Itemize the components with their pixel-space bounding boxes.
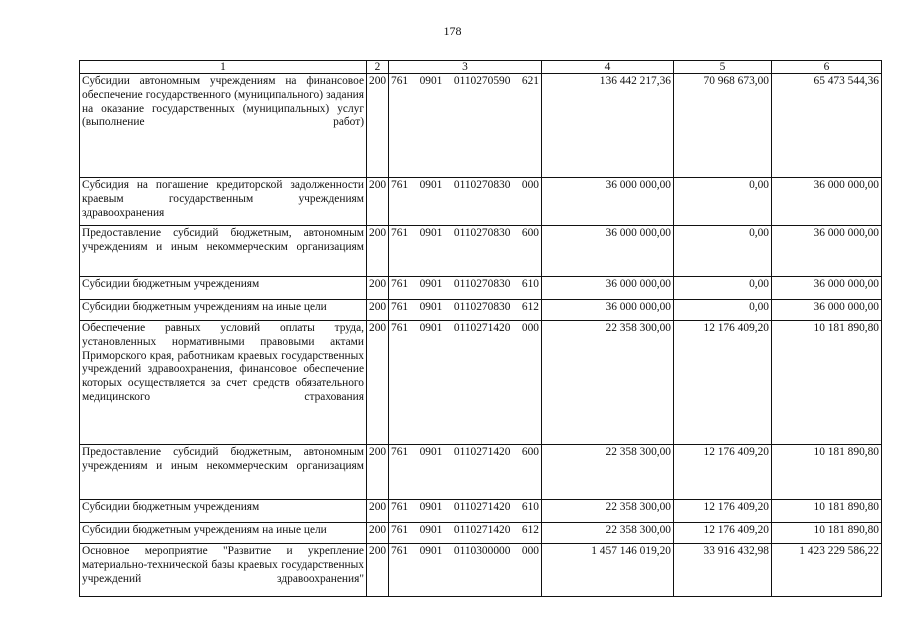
budget-table [79,60,882,597]
row-value-col6: 10 181 890,80 [772,500,882,523]
table-row [80,178,882,226]
classification-text: 761 0901 0110270590 621 [391,75,539,87]
classification-text: 761 0901 0110270830 600 [391,227,539,239]
header-cell: 2 [367,61,389,74]
header-cell: 4 [542,61,674,74]
row-name: Субсидии бюджетным учреждениям на иные цели [80,523,367,544]
row-value-col6: 36 000 000,00 [772,277,882,300]
row-value-col5: 12 176 409,20 [674,445,772,500]
row-value-col5: 12 176 409,20 [674,321,772,445]
row-value-col6: 65 473 544,36 [772,74,882,178]
row-value-col5: 0,00 [674,277,772,300]
header-row [80,61,882,74]
row-name: Субсидии автономным учреждениям на финансовое обеспечение государственного (муниципального) задания на оказание государственных (муниципальных) услуг (выполнение работ) [80,74,367,178]
header-cell: 6 [772,61,882,74]
row-code: 200 [367,445,389,500]
row-value-col4: 22 358 300,00 [542,445,674,500]
row-code: 200 [367,321,389,445]
row-code: 200 [367,178,389,226]
row-value-col5: 0,00 [674,178,772,226]
row-value-col6: 36 000 000,00 [772,178,882,226]
table-row [80,544,882,597]
row-name: Субсидии бюджетным учреждениям на иные цели [80,300,367,321]
row-code: 200 [367,544,389,597]
row-value-col6: 10 181 890,80 [772,445,882,500]
row-code: 200 [367,523,389,544]
row-value-col5: 0,00 [674,226,772,277]
row-value-col6: 10 181 890,80 [772,321,882,445]
page-number: 178 [443,24,462,38]
classification-text: 761 0901 0110271420 610 [391,501,539,513]
row-classification [389,300,542,321]
classification-text: 761 0901 0110271420 600 [391,446,539,458]
row-classification [389,321,542,445]
row-value-col5: 12 176 409,20 [674,500,772,523]
row-value-col4: 36 000 000,00 [542,226,674,277]
table-row [80,226,882,277]
row-name: Субсидия на погашение кредиторской задолженности краевым государственным учреждениям здравоохранения [80,178,367,226]
row-value-col5: 0,00 [674,300,772,321]
row-classification [389,277,542,300]
classification-text: 761 0901 0110271420 612 [391,524,539,536]
table-row [80,277,882,300]
classification-text: 761 0901 0110271420 000 [391,322,539,334]
header-cell: 3 [389,61,542,74]
row-value-col4: 22 358 300,00 [542,321,674,445]
row-value-col6: 36 000 000,00 [772,300,882,321]
row-value-col6: 1 423 229 586,22 [772,544,882,597]
row-code: 200 [367,74,389,178]
classification-text: 761 0901 0110300000 000 [391,545,539,557]
table-row [80,445,882,500]
row-name: Предоставление субсидий бюджетным, автономным учреждениям и иным некоммерческим организациям [80,226,367,277]
row-value-col4: 136 442 217,36 [542,74,674,178]
row-name: Обеспечение равных условий оплаты труда, установленных нормативными правовыми актами Приморского края, работникам краевых государственных учреждений здравоохранения, финансовое обеспечение которых осуществляется за счет средств обязательного медицинского страхования [80,321,367,445]
row-value-col6: 36 000 000,00 [772,226,882,277]
row-classification [389,226,542,277]
row-name: Субсидии бюджетным учреждениям [80,277,367,300]
row-classification [389,500,542,523]
table-row [80,321,882,445]
row-name: Основное мероприятие "Развитие и укрепление материально-технической базы краевых государственных учреждений здравоохранения" [80,544,367,597]
row-value-col5: 12 176 409,20 [674,523,772,544]
table-row [80,74,882,178]
classification-text: 761 0901 0110270830 610 [391,278,539,290]
row-value-col4: 1 457 146 019,20 [542,544,674,597]
row-value-col4: 36 000 000,00 [542,300,674,321]
row-value-col5: 70 968 673,00 [674,74,772,178]
table-row [80,523,882,544]
row-code: 200 [367,500,389,523]
row-classification [389,523,542,544]
table-row [80,300,882,321]
row-value-col4: 22 358 300,00 [542,500,674,523]
table-row [80,500,882,523]
row-value-col4: 36 000 000,00 [542,277,674,300]
row-code: 200 [367,300,389,321]
row-classification [389,178,542,226]
row-name: Субсидии бюджетным учреждениям [80,500,367,523]
header-cell: 1 [80,61,367,74]
row-value-col6: 10 181 890,80 [772,523,882,544]
row-code: 200 [367,226,389,277]
row-value-col4: 36 000 000,00 [542,178,674,226]
row-value-col4: 22 358 300,00 [542,523,674,544]
row-classification [389,445,542,500]
classification-text: 761 0901 0110270830 000 [391,179,539,191]
row-value-col5: 33 916 432,98 [674,544,772,597]
row-code: 200 [367,277,389,300]
row-classification [389,74,542,178]
row-classification [389,544,542,597]
row-name: Предоставление субсидий бюджетным, автономным учреждениям и иным некоммерческим организациям [80,445,367,500]
classification-text: 761 0901 0110270830 612 [391,301,539,313]
header-cell: 5 [674,61,772,74]
